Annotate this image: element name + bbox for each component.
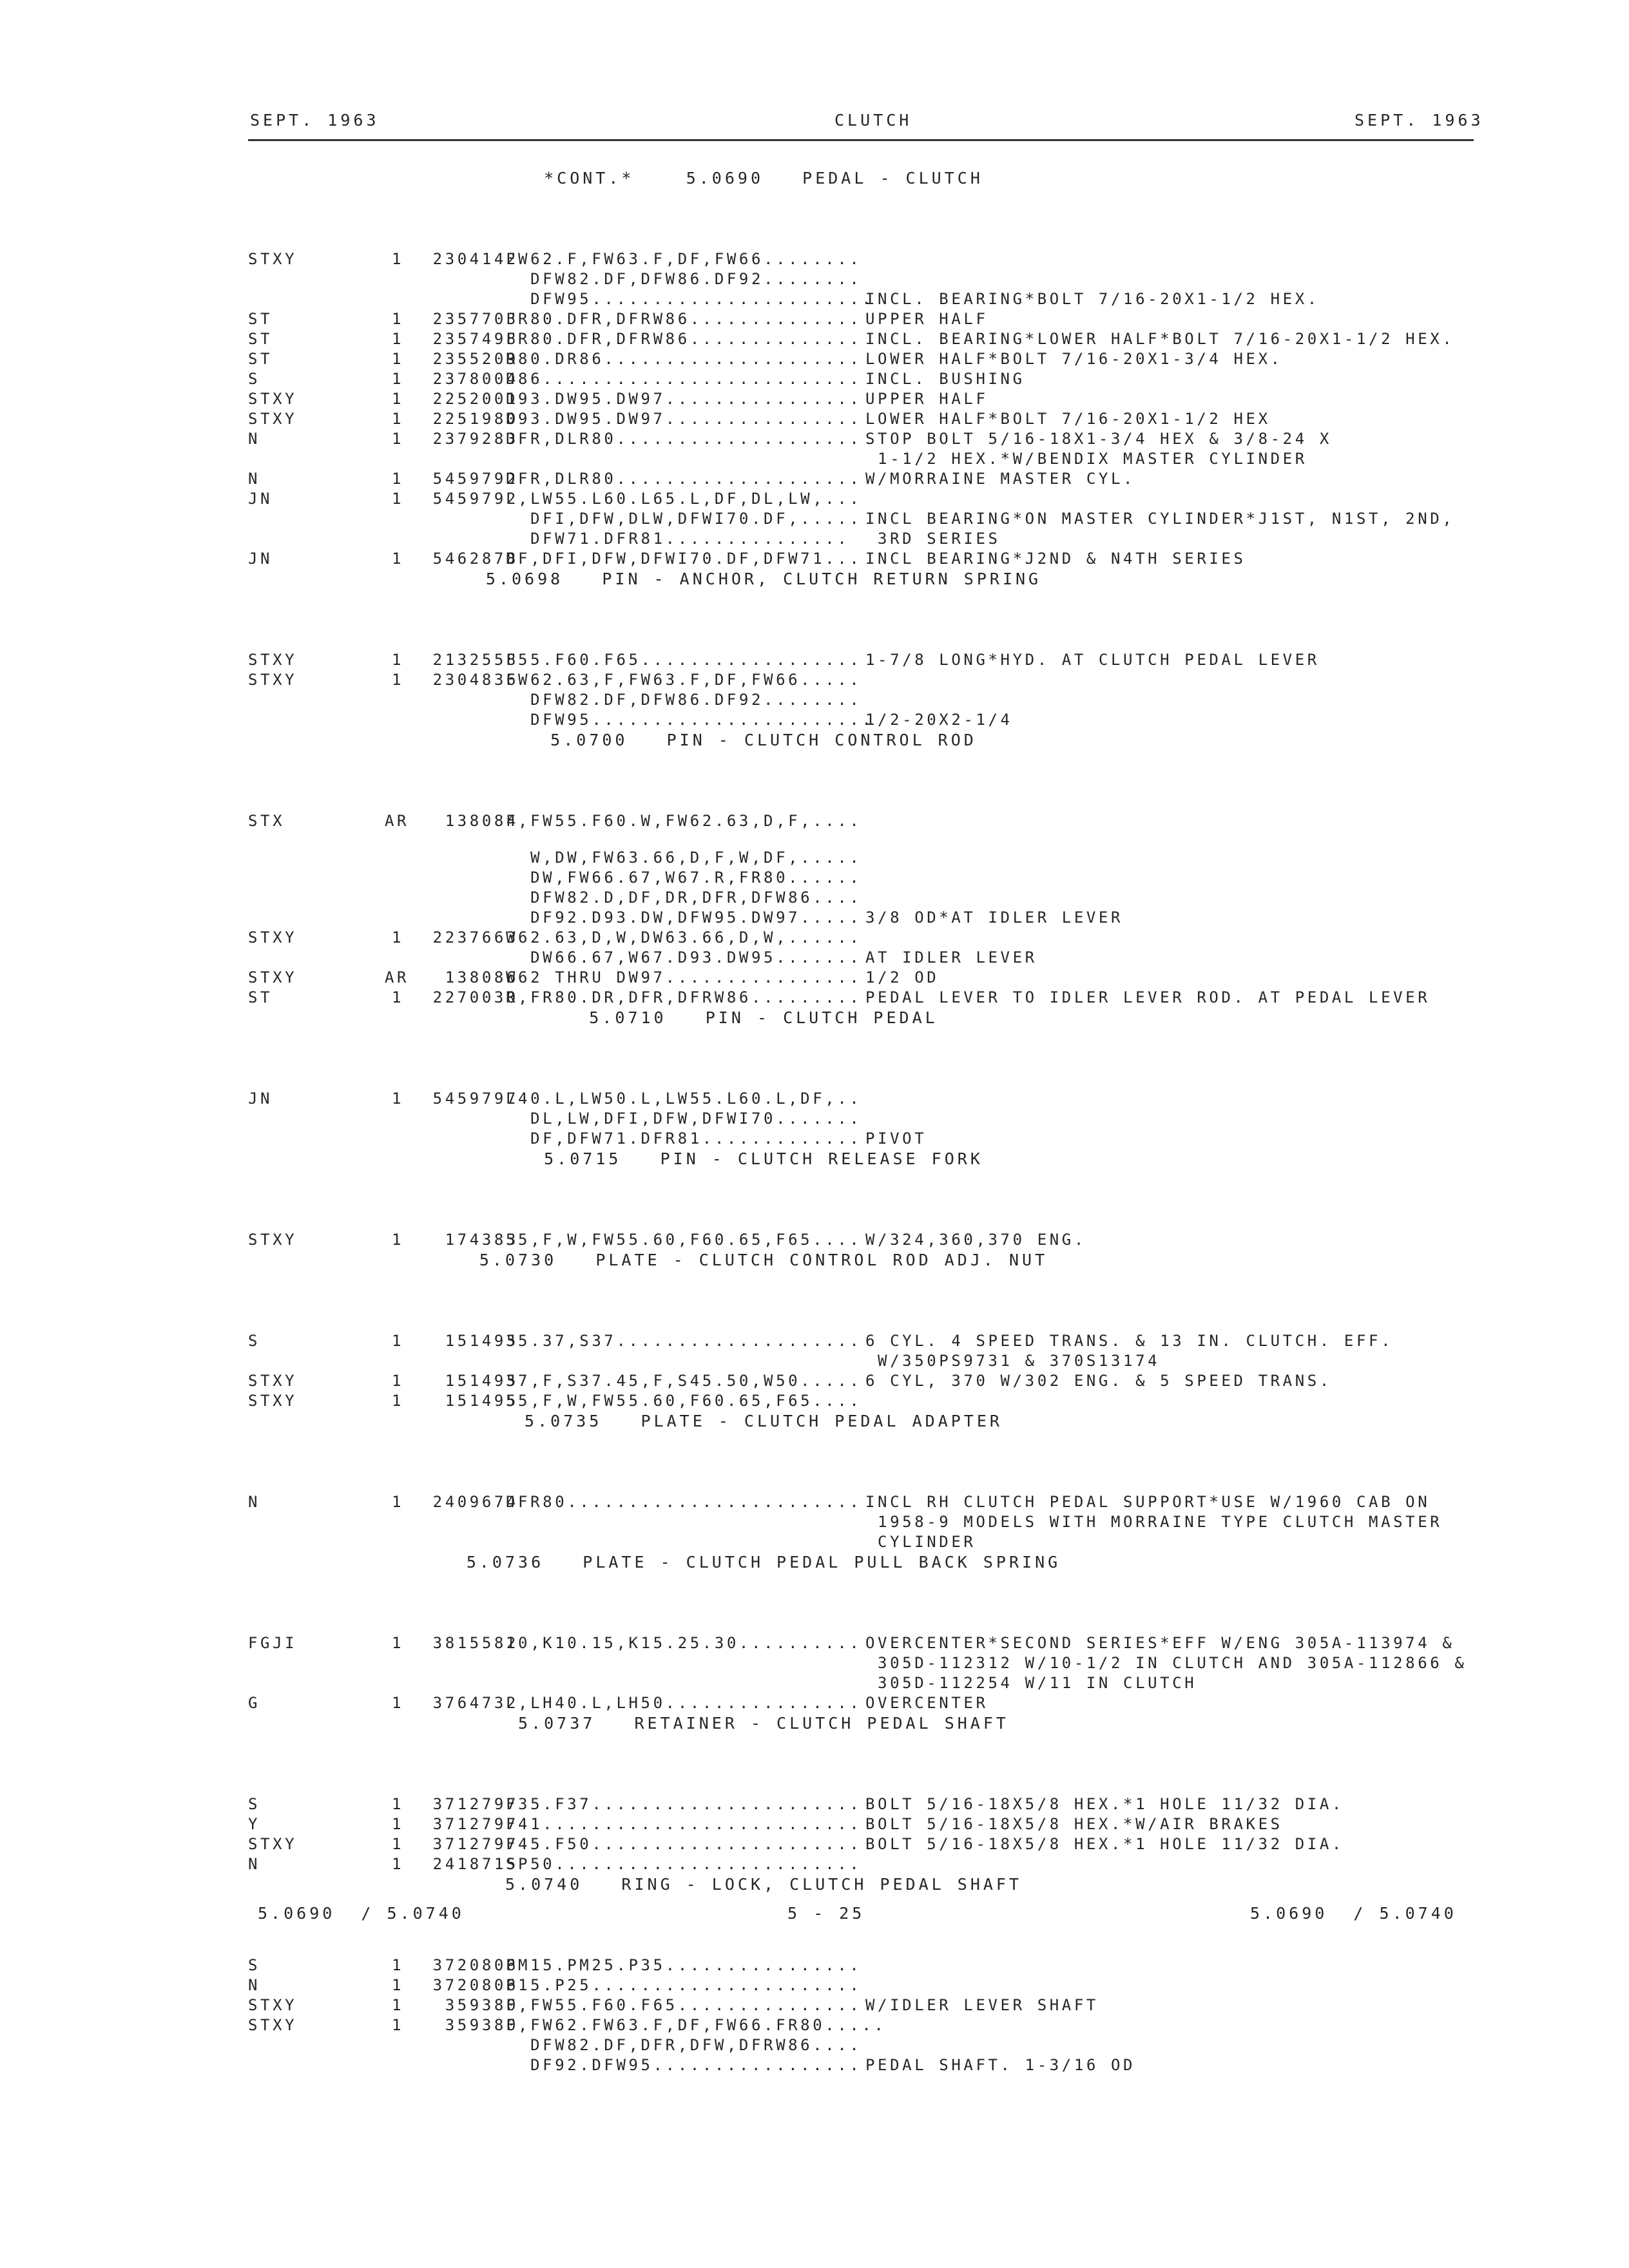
remarks: 305D-112312 W/10-1/2 IN CLUTCH AND 305A-112866 & <box>865 1654 1467 1672</box>
model-code: STX <box>248 812 285 830</box>
application: DFW82.DF,DFW86.DF92........ <box>506 270 862 288</box>
quantity: 1 <box>391 1795 404 1813</box>
application: DFW95....................... <box>506 290 874 308</box>
quantity: 1 <box>391 1634 404 1652</box>
part-number: 3815582 <box>432 1634 519 1652</box>
parts-row <box>248 1493 1485 1513</box>
header-rule <box>248 139 1474 141</box>
remarks: W/IDLER LEVER SHAFT <box>865 1996 1099 2014</box>
quantity: 1 <box>391 370 404 388</box>
quantity: 1 <box>391 1332 404 1350</box>
remarks: INCL BEARING*J2ND & N4TH SERIES <box>865 550 1246 568</box>
parts-row <box>248 450 1485 470</box>
application: 37,F,S37.45,F,S45.50,W50..... <box>506 1372 862 1390</box>
part-number: 138084 <box>445 812 519 830</box>
quantity: 1 <box>391 430 404 448</box>
application: 55,F,W,FW55.60,F60.65,F65.... <box>506 1392 862 1410</box>
part-number: 359380 <box>445 1996 519 2014</box>
application: F41.......................... <box>506 1815 862 1833</box>
application: DW66.67,W67.D93.DW95....... <box>506 948 862 966</box>
parts-row <box>248 968 1485 988</box>
parts-row <box>248 691 1485 711</box>
part-number: 2355209 <box>432 350 519 368</box>
remarks: BOLT 5/16-18X5/8 HEX.*1 HOLE 11/32 DIA. <box>865 1835 1344 1853</box>
part-number: 5459792 <box>432 470 519 488</box>
parts-row <box>248 390 1485 410</box>
application: 10,K10.15,K15.25.30.......... <box>506 1634 862 1652</box>
model-code: JN <box>248 1090 273 1108</box>
section-title: 5.0736 PLATE - CLUTCH PEDAL PULL BACK SPRING <box>466 1553 1061 1571</box>
parts-row <box>248 1352 1485 1372</box>
application: DF,DFW71.DFR81............. <box>506 1129 862 1148</box>
remarks: 3/8 OD*AT IDLER LEVER <box>865 908 1124 927</box>
part-number: 2418715 <box>432 1855 519 1873</box>
application: W,DW,FW63.66,D,F,W,DF,..... <box>506 849 862 867</box>
quantity: 1 <box>391 390 404 408</box>
remarks: BOLT 5/16-18X5/8 HEX.*W/AIR BRAKES <box>865 1815 1283 1833</box>
quantity: 1 <box>391 1976 404 1994</box>
parts-row <box>248 490 1485 510</box>
parts-row <box>248 849 1485 869</box>
parts-row <box>248 711 1485 731</box>
quantity: 1 <box>391 988 404 1006</box>
part-number: 359380 <box>445 2016 519 2034</box>
remarks: LOWER HALF*BOLT 7/16-20X1-1/2 HEX <box>865 410 1271 428</box>
application: L40.L,LW50.L,LW55.L60.L,DF,.. <box>506 1090 862 1108</box>
parts-catalog-body <box>248 169 1485 2076</box>
quantity: 1 <box>391 2016 404 2034</box>
quantity: 1 <box>391 1231 404 1249</box>
page-number: 5 - 25 <box>787 1904 865 1923</box>
remarks: STOP BOLT 5/16-18X1-3/4 HEX & 3/8-24 X <box>865 430 1332 448</box>
quantity: 1 <box>391 310 404 328</box>
parts-row <box>248 330 1485 350</box>
part-number: 151495 <box>445 1372 519 1390</box>
application: SP50......................... <box>506 1855 862 1873</box>
parts-row <box>248 1855 1485 1875</box>
remarks: LOWER HALF*BOLT 7/16-20X1-3/4 HEX. <box>865 350 1283 368</box>
application: FR80.DFR,DFRW86.............. <box>506 310 862 328</box>
remarks: 1/2-20X2-1/4 <box>865 711 1013 729</box>
part-number: 2304836 <box>432 671 519 689</box>
parts-row <box>248 889 1485 908</box>
model-code: STXY <box>248 1231 298 1249</box>
quantity: 1 <box>391 330 404 348</box>
section-title: 5.0737 RETAINER - CLUTCH PEDAL SHAFT <box>518 1714 1009 1733</box>
application: F,FW62.FW63.F,DF,FW66.FR80..... <box>506 2016 887 2034</box>
model-code: STXY <box>248 968 298 986</box>
application: DFW71.DFR81............... <box>506 530 850 548</box>
quantity: 1 <box>391 1956 404 1974</box>
part-number: 3720806 <box>432 1976 519 1994</box>
quantity: 1 <box>391 250 404 268</box>
remarks: CYLINDER <box>865 1533 976 1551</box>
part-number: 2251980 <box>432 410 519 428</box>
model-code: N <box>248 1855 261 1873</box>
application: DF92.DFW95................. <box>506 2056 862 2074</box>
part-number: 2237663 <box>432 928 519 947</box>
model-code: S <box>248 370 261 388</box>
remarks: INCL RH CLUTCH PEDAL SUPPORT*USE W/1960 CAB ON <box>865 1493 1431 1511</box>
parts-row <box>248 2056 1485 2076</box>
model-code: STXY <box>248 1835 298 1853</box>
model-code: ST <box>248 330 273 348</box>
application: DFR80........................ <box>506 1493 862 1511</box>
remarks: W/350PS9731 & 370S13174 <box>865 1352 1161 1370</box>
remarks: 6 CYL. 4 SPEED TRANS. & 13 IN. CLUTCH. EFF. <box>865 1332 1394 1350</box>
parts-row <box>248 410 1485 430</box>
application: L,LH40.L,LH50................ <box>506 1694 862 1712</box>
parts-row <box>248 1996 1485 2016</box>
application: DFI,DFW,DLW,DFWI70.DF,..... <box>506 510 862 528</box>
application: DFW95....................... <box>506 711 874 729</box>
model-code: S <box>248 1332 261 1350</box>
application: L,LW55.L60.L65.L,DF,DL,LW,... <box>506 490 862 508</box>
parts-row <box>248 2036 1485 2056</box>
quantity: 1 <box>391 470 404 488</box>
remarks: BOLT 5/16-18X5/8 HEX.*1 HOLE 11/32 DIA. <box>865 1795 1344 1813</box>
page-header-center: CLUTCH <box>834 111 912 130</box>
section-heading <box>248 1553 1485 1634</box>
parts-row <box>248 1231 1485 1251</box>
quantity: 1 <box>391 1090 404 1108</box>
remarks: 1958-9 MODELS WITH MORRAINE TYPE CLUTCH MASTER <box>865 1513 1443 1531</box>
remarks: W/324,360,370 ENG. <box>865 1231 1086 1249</box>
application: P15.P25...................... <box>506 1976 862 1994</box>
model-code: ST <box>248 988 273 1006</box>
parts-row <box>248 550 1485 570</box>
model-code: JN <box>248 490 273 508</box>
application: F45.F50...................... <box>506 1835 862 1853</box>
parts-row <box>248 470 1485 490</box>
section-heading <box>248 1008 1485 1090</box>
parts-row <box>248 908 1485 928</box>
model-code: N <box>248 470 261 488</box>
application: W62.63,D,W,DW63.66,D,W,...... <box>506 928 862 947</box>
section-title: *CONT.* 5.0690 PEDAL - CLUTCH <box>544 169 983 187</box>
remarks: INCL. BEARING*LOWER HALF*BOLT 7/16-20X1-1/2 HEX. <box>865 330 1455 348</box>
section-title: 5.0710 PIN - CLUTCH PEDAL <box>589 1008 938 1027</box>
application: R,FR80.DR,DFR,DFRW86......... <box>506 988 862 1006</box>
parts-row <box>248 1110 1485 1129</box>
application: D93.DW95.DW97................ <box>506 390 862 408</box>
part-number: 2270030 <box>432 988 519 1006</box>
part-number: 2409674 <box>432 1493 519 1511</box>
model-code: JN <box>248 550 273 568</box>
section-title: 5.0730 PLATE - CLUTCH CONTROL ROD ADJ. NUT <box>479 1251 1048 1269</box>
application: DFW82.D,DF,DR,DFR,DFW86.... <box>506 889 862 907</box>
quantity: 1 <box>391 928 404 947</box>
section-title: 5.0735 PLATE - CLUTCH PEDAL ADAPTER <box>525 1412 1003 1430</box>
parts-row <box>248 250 1485 270</box>
remarks: INCL BEARING*ON MASTER CYLINDER*J1ST, N1ST, 2ND, <box>865 510 1455 528</box>
part-number: 2132558 <box>432 651 519 669</box>
remarks: AT IDLER LEVER <box>865 948 1037 966</box>
part-number: 5459792 <box>432 490 519 508</box>
remarks: INCL. BUSHING <box>865 370 1025 388</box>
application: 55,F,W,FW55.60,F60.65,F65.... <box>506 1231 862 1249</box>
parts-row <box>248 948 1485 968</box>
model-code: ST <box>248 350 273 368</box>
parts-row <box>248 430 1485 450</box>
quantity: 1 <box>391 410 404 428</box>
application: DF92.D93.DW,DFW95.DW97..... <box>506 908 862 927</box>
part-number: 5462878 <box>432 550 519 568</box>
parts-row <box>248 988 1485 1008</box>
application: W62 THRU DW97................ <box>506 968 862 986</box>
parts-row <box>248 270 1485 290</box>
parts-row <box>248 1634 1485 1654</box>
parts-row <box>248 1976 1485 1996</box>
section-heading <box>248 1251 1485 1332</box>
application: FR80.DFR,DFRW86.............. <box>506 330 862 348</box>
application: DL,LW,DFI,DFW,DFWI70....... <box>506 1110 862 1128</box>
remarks: 1/2 OD <box>865 968 940 986</box>
part-number: 2252001 <box>432 390 519 408</box>
section-heading <box>248 1412 1485 1493</box>
model-code: STXY <box>248 2016 298 2034</box>
section-heading <box>248 169 1485 250</box>
parts-row <box>248 1090 1485 1110</box>
model-code: FGJI <box>248 1634 298 1652</box>
parts-row <box>248 1674 1485 1694</box>
section-title: 5.0740 RING - LOCK, CLUTCH PEDAL SHAFT <box>505 1875 1023 1894</box>
application: F,FW55.F60.F65............... <box>506 1996 862 2014</box>
part-number: 3712797 <box>432 1815 519 1833</box>
page-footer-left: 5.0690 / 5.0740 <box>258 1904 465 1923</box>
parts-row <box>248 671 1485 691</box>
quantity: 1 <box>391 350 404 368</box>
remarks: INCL. BEARING*BOLT 7/16-20X1-1/2 HEX. <box>865 290 1320 308</box>
model-code: S <box>248 1795 261 1813</box>
section-heading <box>248 731 1485 812</box>
application: FW62.F,FW63.F,DF,FW66........ <box>506 250 862 268</box>
application: FW62.63,F,FW63.F,DF,FW66..... <box>506 671 862 689</box>
remarks: PEDAL SHAFT. 1-3/16 OD <box>865 2056 1136 2074</box>
model-code: N <box>248 1493 261 1511</box>
model-code: STXY <box>248 250 298 268</box>
remarks: 3RD SERIES <box>865 530 1001 548</box>
model-code: S <box>248 1956 261 1974</box>
model-code: STXY <box>248 651 298 669</box>
part-number: 151495 <box>445 1392 519 1410</box>
application: DF,DFI,DFW,DFWI70.DF,DFW71... <box>506 550 862 568</box>
part-number: 2304142 <box>432 250 519 268</box>
application: 35.37,S37.................... <box>506 1332 862 1350</box>
quantity: 1 <box>391 1996 404 2014</box>
part-number: 3712797 <box>432 1835 519 1853</box>
remarks: 6 CYL, 370 W/302 ENG. & 5 SPEED TRANS. <box>865 1372 1332 1390</box>
parts-row <box>248 1835 1485 1855</box>
quantity: 1 <box>391 1372 404 1390</box>
parts-row <box>248 530 1485 550</box>
parts-row <box>248 1815 1485 1835</box>
application: F55.F60.F65.................. <box>506 651 862 669</box>
parts-row <box>248 1795 1485 1815</box>
parts-row <box>248 869 1485 889</box>
application: DFW82.DF,DFW86.DF92........ <box>506 691 862 709</box>
remarks: PEDAL LEVER TO IDLER LEVER ROD. AT PEDAL LEVER <box>865 988 1431 1006</box>
parts-row <box>248 370 1485 390</box>
remarks: 305D-112254 W/11 IN CLUTCH <box>865 1674 1197 1692</box>
page-footer-right: 5.0690 / 5.0740 <box>1250 1904 1457 1923</box>
model-code: STXY <box>248 410 298 428</box>
quantity: 1 <box>391 651 404 669</box>
section-heading <box>248 1714 1485 1795</box>
remarks: W/MORRAINE MASTER CYL. <box>865 470 1136 488</box>
page-header-left: SEPT. 1963 <box>250 111 380 130</box>
section-heading <box>248 570 1485 651</box>
remarks: OVERCENTER*SECOND SERIES*EFF W/ENG 305A-113974 & <box>865 1634 1455 1652</box>
quantity: 1 <box>391 1855 404 1873</box>
parts-row <box>248 1392 1485 1412</box>
part-number: 3712797 <box>432 1795 519 1813</box>
part-number: 138086 <box>445 968 519 986</box>
quantity: 1 <box>391 550 404 568</box>
quantity: 1 <box>391 1835 404 1853</box>
remarks: OVERCENTER <box>865 1694 988 1712</box>
parts-row <box>248 510 1485 530</box>
remarks: PIVOT <box>865 1129 927 1148</box>
application: DW,FW66.67,W67.R,FR80...... <box>506 869 862 887</box>
section-title: 5.0700 PIN - CLUTCH CONTROL ROD <box>550 731 977 749</box>
parts-row <box>248 1654 1485 1674</box>
quantity: AR <box>385 968 410 986</box>
section-title: 5.0698 PIN - ANCHOR, CLUTCH RETURN SPRING <box>485 570 1042 588</box>
model-code: STXY <box>248 1372 298 1390</box>
application: F,FW55.F60.W,FW62.63,D,F,.... <box>506 812 862 830</box>
parts-row <box>248 812 1485 832</box>
part-number: 3720806 <box>432 1956 519 1974</box>
model-code: G <box>248 1694 261 1712</box>
quantity: 1 <box>391 1493 404 1511</box>
application: DFR,DLR80.................... <box>506 430 862 448</box>
parts-row <box>248 1372 1485 1392</box>
model-code: STXY <box>248 1996 298 2014</box>
model-code: N <box>248 1976 261 1994</box>
quantity: 1 <box>391 1694 404 1712</box>
quantity: 1 <box>391 1392 404 1410</box>
application: F35.F37...................... <box>506 1795 862 1813</box>
model-code: ST <box>248 310 273 328</box>
parts-row <box>248 310 1485 330</box>
section-heading <box>248 1149 1485 1231</box>
application: D86.......................... <box>506 370 862 388</box>
model-code: STXY <box>248 1392 298 1410</box>
remarks: UPPER HALF <box>865 390 988 408</box>
part-number: 151495 <box>445 1332 519 1350</box>
part-number: 2379283 <box>432 430 519 448</box>
model-code: STXY <box>248 390 298 408</box>
part-number: 3764732 <box>432 1694 519 1712</box>
part-number: 2357498 <box>432 330 519 348</box>
parts-row <box>248 1694 1485 1714</box>
quantity: 1 <box>391 1815 404 1833</box>
parts-row <box>248 928 1485 948</box>
parts-row <box>248 1332 1485 1352</box>
parts-row <box>248 290 1485 310</box>
model-code: N <box>248 430 261 448</box>
part-number: 5459797 <box>432 1090 519 1108</box>
part-number: 2357703 <box>432 310 519 328</box>
parts-row <box>248 1956 1485 1976</box>
quantity: AR <box>385 812 410 830</box>
quantity: 1 <box>391 671 404 689</box>
remarks: 1-7/8 LONG*HYD. AT CLUTCH PEDAL LEVER <box>865 651 1320 669</box>
model-code: Y <box>248 1815 261 1833</box>
remarks: UPPER HALF <box>865 310 988 328</box>
remarks: 1-1/2 HEX.*W/BENDIX MASTER CYLINDER <box>865 450 1307 468</box>
application: DFR,DLR80.................... <box>506 470 862 488</box>
parts-row <box>248 651 1485 671</box>
quantity: 1 <box>391 490 404 508</box>
parts-row <box>248 1513 1485 1533</box>
model-code: STXY <box>248 671 298 689</box>
application: PM15.PM25.P35................ <box>506 1956 862 1974</box>
model-code: STXY <box>248 928 298 947</box>
parts-row <box>248 2016 1485 2036</box>
parts-row <box>248 350 1485 370</box>
section-title: 5.0715 PIN - CLUTCH RELEASE FORK <box>544 1149 983 1168</box>
parts-row <box>248 1533 1485 1553</box>
page-header-right: SEPT. 1963 <box>1354 111 1484 130</box>
application: R80.DR86..................... <box>506 350 862 368</box>
application: D93.DW95.DW97................ <box>506 410 862 428</box>
application: DFW82.DF,DFR,DFW,DFRW86.... <box>506 2036 862 2054</box>
part-number: 2378004 <box>432 370 519 388</box>
parts-row <box>248 1129 1485 1149</box>
part-number: 174383 <box>445 1231 519 1249</box>
